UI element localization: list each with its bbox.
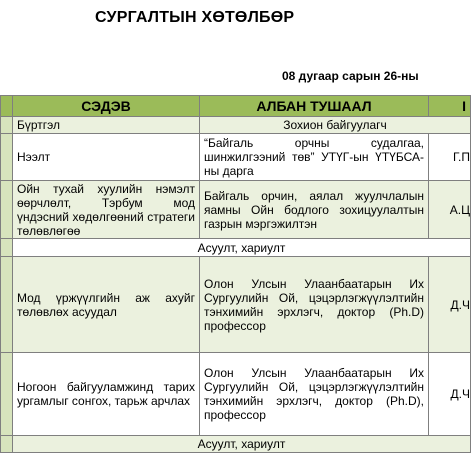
position-cell: Байгаль орчин, аялал жуулчлалын яамны Ойн бодлого зохицуулалтын газрын мэргэжилтэн bbox=[200, 181, 429, 239]
qa-cell: Асуулт, хариулт bbox=[13, 436, 471, 453]
topic-cell: Нээлт bbox=[13, 134, 200, 181]
table-row bbox=[1, 436, 471, 453]
table-row bbox=[1, 353, 471, 436]
table-row bbox=[1, 134, 471, 181]
row-marker bbox=[1, 436, 13, 453]
topic-cell: Мод үржүүлгийн аж ахуйг төлөвлөх асуудал bbox=[13, 257, 200, 353]
header-position: АЛБАН ТУШААЛ bbox=[200, 96, 429, 117]
table-row bbox=[1, 239, 471, 257]
table-row bbox=[1, 117, 471, 134]
document-title: СУРГАЛТЫН ХӨТӨЛБӨР bbox=[95, 9, 295, 26]
row-marker bbox=[1, 181, 13, 239]
speaker-cell: А.Ц bbox=[429, 181, 471, 239]
speaker-cell: Д.Ч bbox=[429, 353, 471, 436]
topic-cell: Ногоон байгууламжинд тарих ургамлыг сонгох, тарьж арчлах bbox=[13, 353, 200, 436]
row-marker bbox=[1, 134, 13, 181]
table-row bbox=[1, 181, 471, 239]
program-table bbox=[0, 95, 471, 453]
position-cell: Олон Улсын Улаанбаатарын Их Сургуулийн Ой, цэцэрлэгжүүлэлтийн тэнхимийн эрхлэгч, доктор (Ph.D) профессор bbox=[200, 257, 429, 353]
table-header-row bbox=[1, 96, 471, 117]
row-marker bbox=[1, 117, 13, 134]
speaker-cell: Г.П bbox=[429, 134, 471, 181]
position-cell: Зохион байгуулагч bbox=[200, 117, 471, 134]
row-marker bbox=[1, 257, 13, 353]
position-cell: Олон Улсын Улаанбаатарын Их Сургуулийн Ой, цэцэрлэгжүүлэлтийн тэнхимийн эрхлэгч, доктор (Ph.D), профессор bbox=[200, 353, 429, 436]
qa-cell: Асуулт, хариулт bbox=[13, 239, 471, 257]
document-date: 08 дугаар сарын 26-ны bbox=[282, 69, 419, 83]
row-marker bbox=[1, 353, 13, 436]
header-speaker: I bbox=[429, 96, 471, 117]
position-cell: “Байгаль орчны судалгаа, шинжилгээний төв” УТҮГ-ын ҮТҮБСА-ны дарга bbox=[200, 134, 429, 181]
topic-cell: Ойн тухай хуулийн нэмэлт өөрчлөлт, Тэрбум мод үндэсний хөдөлгөөний стратеги төлөвлөгөө bbox=[13, 181, 200, 239]
speaker-cell: Д.Ч bbox=[429, 257, 471, 353]
topic-cell: Бүртгэл bbox=[13, 117, 200, 134]
header-index bbox=[1, 96, 13, 117]
row-marker bbox=[1, 239, 13, 257]
table-row bbox=[1, 257, 471, 353]
header-topic: СЭДЭВ bbox=[13, 96, 200, 117]
